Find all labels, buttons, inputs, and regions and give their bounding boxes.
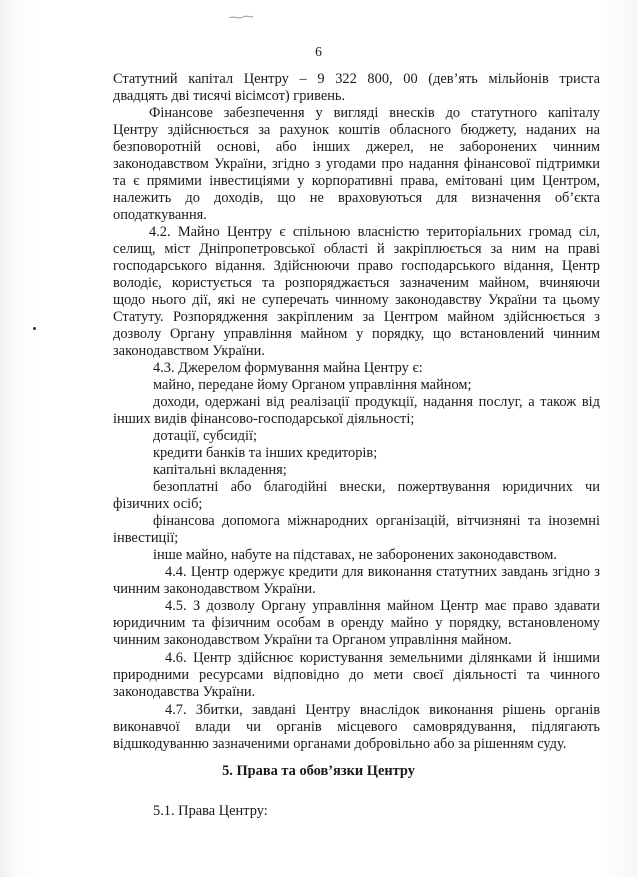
section-heading: 5. Права та обов’язки Центру (222, 763, 415, 779)
list-item: майно, передане йому Органом управління майном; (153, 377, 472, 393)
subsection-line: 5.1. Права Центру: (153, 803, 268, 819)
list-item: інвестиції; (113, 530, 179, 546)
paragraph-line: 4.6. Центр здійснює користування земельними ділянками й іншими (165, 650, 600, 666)
paragraph-line: 4.4. Центр одержує кредити для виконання статутних завдань згідно з (165, 564, 600, 580)
paragraph-line: законодавства України. (113, 684, 256, 700)
list-item: безоплатні або благодійні внески, пожертвування юридичних чи (153, 479, 600, 495)
paragraph-line: Статутний капітал Центру – 9 322 800, 00 (дев’ять мільйонів триста (113, 71, 600, 87)
paragraph-line: юридичним та фізичним особам в оренду майно у порядку, встановленому (113, 615, 600, 631)
list-item: фізичних осіб; (113, 496, 203, 512)
paragraph-line: дозволу Органу управління майном у порядку, що встановлений чинним (113, 326, 600, 342)
list-item: кредити банків та інших кредиторів; (153, 445, 378, 461)
paragraph-line: Центру здійснюється за рахунок коштів обласного бюджету, наданих на (113, 122, 600, 138)
paragraph-line: виконавчої влади чи органів місцевого самоврядування, підлягають (113, 719, 600, 735)
paragraph-line: щодо нього дії, які не суперечать чинному законодавству України та цьому (113, 292, 600, 308)
paragraph-line: володіє, користується та розпоряджається зазначеним майном, вчиняючи (113, 275, 600, 291)
list-item: фінансова допомога міжнародних організацій, вітчизняні та іноземні (153, 513, 600, 529)
paragraph-line: 4.7. Збитки, завдані Центру внаслідок виконання рішень органів (165, 702, 600, 718)
paragraph-line: чинним законодавством України та Органом управління майном. (113, 632, 512, 648)
paragraph-line: належить до доходів, що не враховуються для визначення об’єкта (113, 190, 600, 206)
paragraph-line: відшкодуванню зазначеними органами добровільно або за рішенням суду. (113, 736, 567, 752)
paragraph-line: 4.5. З дозволу Органу управління майном Центр має право здавати (165, 598, 600, 614)
paragraph-line: Фінансове забезпечення у вигляді внесків до статутного капіталу (149, 105, 600, 121)
paragraph-line: 4.2. Майно Центру є спільною власністю територіальних громад сіл, (149, 224, 600, 240)
paragraph-line: законодавством України, згідно з угодами про надання фінансової підтримки (113, 156, 600, 172)
paragraph-line: природними ресурсами відповідно до мети своєї діяльності та чинного (113, 667, 600, 683)
list-item: капітальні вкладення; (153, 462, 287, 478)
paragraph-line: чинним законодавством України. (113, 581, 316, 597)
paragraph-line: оподаткування. (113, 207, 207, 223)
scan-smudge-mark (228, 14, 254, 21)
paragraph-line: Статуту. Розпорядження закріпленим за Центром майном здійснюється з (113, 309, 600, 325)
list-item: інше майно, набуте на підставах, не заборонених законодавством. (153, 547, 557, 563)
paragraph-line: та є прямими інвестиціями у корпоративні права, емітовані цим Центром, (113, 173, 600, 189)
paragraph-line: селищ, міст Дніпропетровської області й закріплюється за ним на праві (113, 241, 600, 257)
paragraph-line: безповоротній основі, або інших джерел, не заборонених чинним (113, 139, 600, 155)
list-heading-line: 4.3. Джерелом формування майна Центру є: (153, 360, 423, 376)
list-item: доходи, одержані від реалізації продукції, надання послуг, а також від (153, 394, 600, 410)
paragraph-line: господарського відання. Здійснюючи право господарського відання, Центр (113, 258, 600, 274)
margin-dot-mark (33, 327, 36, 330)
paragraph-line: двадцять дві тисячі вісімсот) гривень. (113, 88, 346, 104)
list-item: дотації, субсидії; (153, 428, 258, 444)
page-number: 6 (315, 44, 322, 59)
list-item: інших видів фінансово-господарської діяльності; (113, 411, 415, 427)
paragraph-line: законодавством України. (113, 343, 265, 359)
